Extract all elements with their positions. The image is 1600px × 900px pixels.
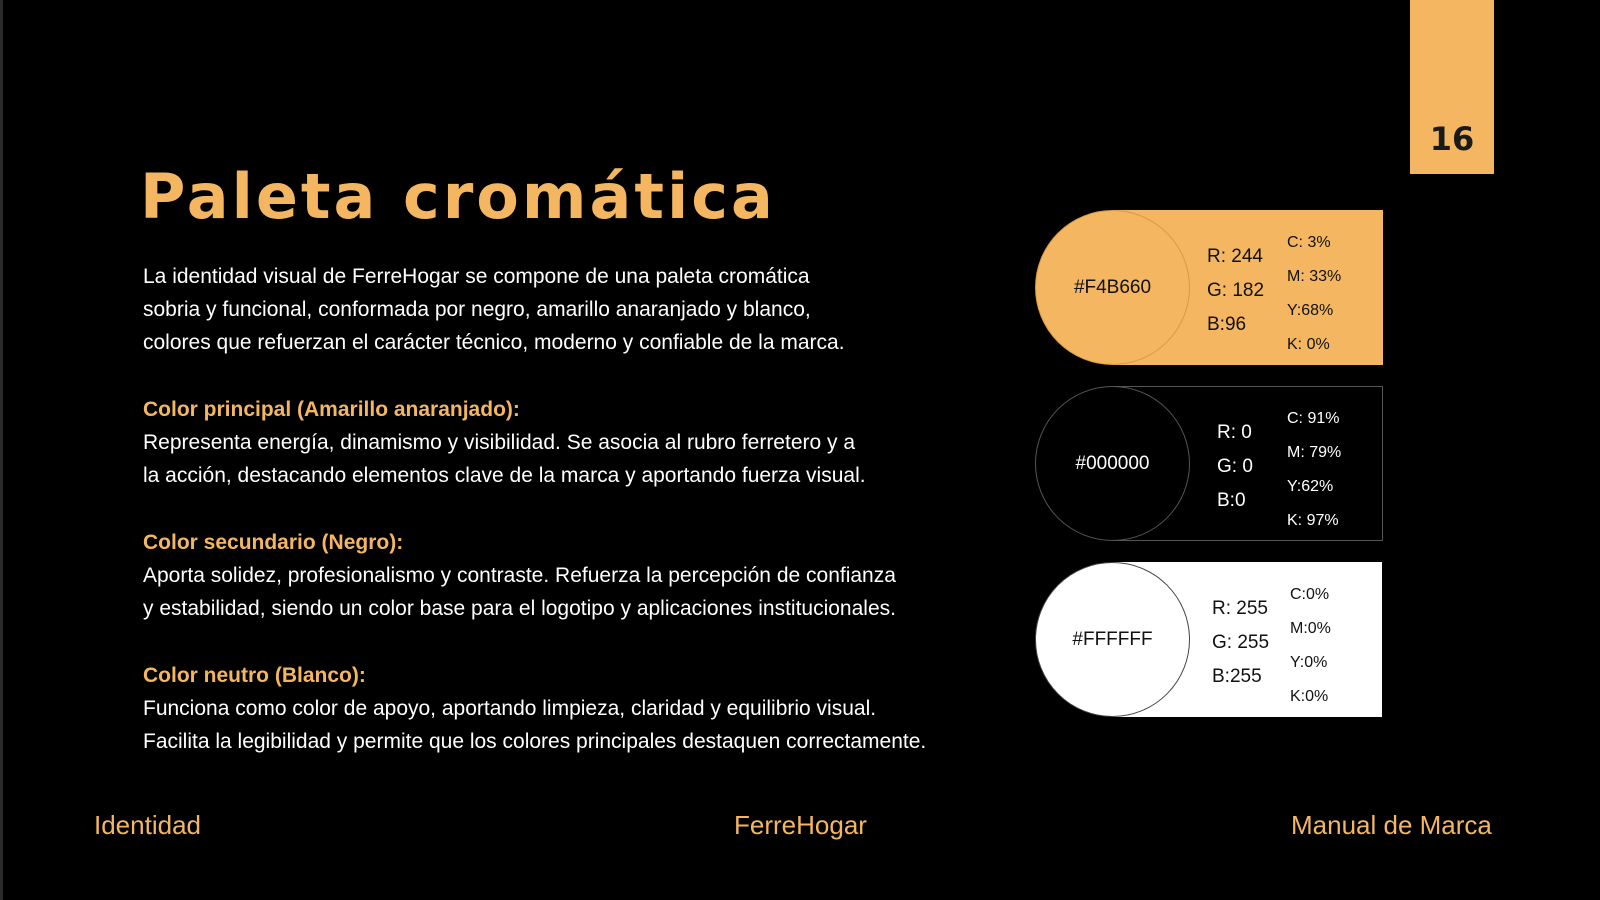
section-heading: Color neutro (Blanco):	[143, 664, 366, 687]
section-line: la acción, destacando elementos clave de la marca y aportando fuerza visual.	[143, 464, 866, 487]
footer-document-title: Manual de Marca	[1291, 810, 1492, 840]
swatch-cmyk-values	[1287, 402, 1341, 538]
swatch-circle	[1035, 386, 1190, 541]
swatch-orange	[1035, 210, 1383, 365]
page-number: 16	[1429, 120, 1475, 158]
cmyk-k: K:0%	[1290, 688, 1329, 705]
page-number-tab	[1410, 0, 1494, 174]
rgb-g: G: 0	[1217, 456, 1253, 477]
swatch-rgb-values	[1212, 592, 1269, 694]
swatch-white	[1035, 562, 1383, 717]
cmyk-m: M: 79%	[1287, 444, 1342, 461]
swatch-cmyk-values	[1287, 226, 1341, 362]
section-line: Funciona como color de apoyo, aportando limpieza, claridad y equilibrio visual.	[143, 697, 877, 720]
section-neutral-color	[143, 659, 1013, 758]
rgb-b: B:0	[1217, 490, 1246, 511]
cmyk-k: K: 0%	[1287, 336, 1330, 353]
swatch-hex: #000000	[1075, 452, 1150, 474]
swatch-rgb-values	[1217, 416, 1253, 518]
intro-paragraph	[143, 260, 1013, 359]
cmyk-c: C:0%	[1290, 586, 1330, 603]
section-line: Representa energía, dinamismo y visibilidad. Se asocia al rubro ferretero y a	[143, 431, 856, 454]
footer-section-label: Identidad	[94, 810, 201, 840]
intro-line: colores que refuerzan el carácter técnico, moderno y confiable de la marca.	[143, 331, 845, 354]
rgb-g: G: 182	[1207, 280, 1265, 301]
cmyk-y: Y:62%	[1287, 478, 1334, 495]
intro-line: sobria y funcional, conformada por negro, amarillo anaranjado y blanco,	[143, 298, 811, 321]
cmyk-k: K: 97%	[1287, 512, 1339, 529]
rgb-g: G: 255	[1212, 632, 1270, 653]
cmyk-m: M:0%	[1290, 620, 1331, 637]
swatch-black	[1035, 386, 1383, 541]
section-line: Facilita la legibilidad y permite que los colores principales destaquen correctamente.	[143, 730, 927, 753]
cmyk-c: C: 3%	[1287, 234, 1331, 251]
section-line: Aporta solidez, profesionalismo y contraste. Refuerza la percepción de confianza	[143, 564, 896, 587]
section-line: y estabilidad, siendo un color base para el logotipo y aplicaciones institucionales.	[143, 597, 896, 620]
swatch-cmyk-values	[1290, 578, 1331, 714]
page-left-border	[0, 0, 3, 900]
rgb-r: R: 255	[1212, 598, 1268, 619]
swatch-circle	[1035, 562, 1190, 717]
page-title: Paleta cromática	[140, 160, 776, 233]
section-primary-color	[143, 393, 1013, 492]
cmyk-m: M: 33%	[1287, 268, 1342, 285]
swatch-hex: #FFFFFF	[1072, 628, 1153, 650]
rgb-r: R: 0	[1217, 422, 1252, 443]
swatch-circle	[1035, 210, 1190, 365]
rgb-r: R: 244	[1207, 246, 1263, 267]
cmyk-c: C: 91%	[1287, 410, 1340, 427]
footer-brand-name: FerreHogar	[734, 810, 867, 840]
section-secondary-color	[143, 526, 1013, 625]
rgb-b: B:255	[1212, 666, 1262, 687]
rgb-b: B:96	[1207, 314, 1247, 335]
cmyk-y: Y:68%	[1287, 302, 1334, 319]
section-heading: Color principal (Amarillo anaranjado):	[143, 398, 520, 421]
cmyk-y: Y:0%	[1290, 654, 1328, 671]
swatch-rgb-values	[1207, 240, 1264, 342]
swatch-hex: #F4B660	[1073, 276, 1152, 298]
intro-line: La identidad visual de FerreHogar se compone de una paleta cromática	[143, 265, 810, 288]
section-heading: Color secundario (Negro):	[143, 531, 404, 554]
